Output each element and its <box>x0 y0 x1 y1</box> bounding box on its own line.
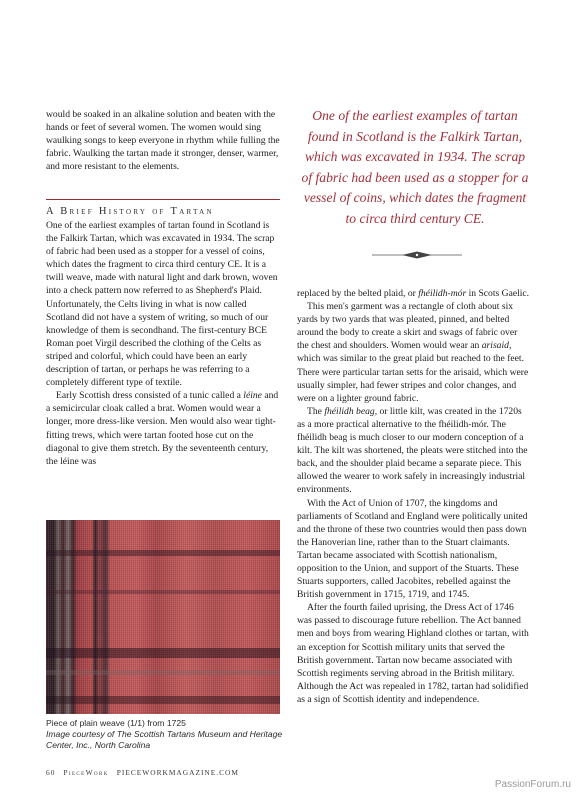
caption-credit: Image courtesy of The Scottish Tartans Museum and Heritage Center, Inc., North Carolina <box>46 729 283 751</box>
pull-quote: One of the earliest examples of tartan found in Scotland is the Falkirk Tartan, which was excavated in 1934. The scrap of fabric had been used as a stopper for a vessel of coins, which dates the fragment to circa third century CE. <box>301 108 529 226</box>
tartan-fabric-photo <box>46 520 280 714</box>
italic-term: léine <box>243 390 262 402</box>
weft-stripe <box>46 648 280 658</box>
text-run: The <box>307 405 325 417</box>
text-run: replaced by the belted plaid, or <box>297 288 419 299</box>
section-divider <box>46 199 280 200</box>
text-run: and a semicircular cloak called a brat. Women would wear a longer, more dress-like version. Men would also wear tight-fitting trews, which were tartan footed hose cut on the diagonal to give them stretch. By the seventeenth century, the léine was <box>46 390 279 467</box>
section-heading <box>46 206 280 217</box>
text-run: , or little kilt, was created in the 1720s as a more practical alternative to the fhéilidh-mór. The fhéilidh beag is much closer to our modern conception of a kilt. The kilt was shortened, the pleats were stitched into the back, and the shoulder plaid became a separate piece. This allowed the wearer to work safely in increasingly industrial environments. <box>297 405 528 496</box>
right-paragraph-4: After the fourth failed uprising, the Dress Act of 1746 was passed to discourage future rebellion. The Act banned men and boys from wearing Highland clothes or tartan, with an exception for Scottish military units that served the British government. Tartan now became associated with Scottish regiments serving abroad in the British military. Although the Act was repealed in 1782, tartan had solidified as a sign of Scottish identity and independence. <box>297 602 529 705</box>
website-link: PIECEWORKMAGAZINE.COM <box>116 768 239 777</box>
text-run: This men's garment was a rectangle of cloth about six yards by two yards that was pleated, pinned, and belted around the body to create a skirt and swags of fabric over the chest and shoulders. Women would wear an <box>297 301 518 352</box>
watermark: PassionForum.ru <box>494 779 571 790</box>
left-paragraph-1: One of the earliest examples of tartan found in Scotland is the Falkirk Tartan, which was excavated in 1934. The scrap of fabric had been used as a stopper for a vessel of coins, which dates the fragment to circa third century CE. It is a twill weave, made with natural light and dark brown, woven into a check pattern now referred to as Shepherd's Plaid. Unfortunately, the Celts living in what is now called Scotland did not have a system of writing, so much of our knowledge of them is secondhand. The first-century BCE Roman poet Virgil described the clothing of the Celts as striped and colorful, which could have been an early description of tartan, or perhaps he was referring to a completely different type of textile. <box>46 220 278 389</box>
page-number: 60 <box>46 768 56 777</box>
weft-stripe <box>46 550 280 556</box>
magazine-name: PieceWork <box>63 768 109 777</box>
caption-text: Piece of plain weave (1/1) from 1725 <box>46 718 186 728</box>
text-run: , which was similar to the great plaid but reached to the feet. There were particular tartan setts for the arisaid, which were usually simpler, had fewer stripes and color changes, and were on a lighter ground fabric. <box>297 340 529 404</box>
italic-term: fhéilidh beag <box>324 405 375 417</box>
right-column-body <box>297 287 531 706</box>
page-footer <box>46 768 247 777</box>
italic-term: fhéilidh-mór <box>418 288 467 299</box>
section-heading-text: A Brief History of Tartan <box>46 206 214 217</box>
left-column-intro <box>46 108 280 173</box>
text-run: Early Scottish dress consisted of a tunic called a <box>56 390 244 402</box>
left-paragraph-2 <box>46 389 280 468</box>
text-run: in Scots Gaelic. <box>466 288 530 299</box>
right-paragraph-1 <box>297 300 531 405</box>
right-continuation <box>297 287 531 300</box>
italic-term: arisaid <box>481 340 509 352</box>
ornament-divider-icon <box>372 250 462 260</box>
weft-stripe <box>46 670 280 675</box>
weft-stripe <box>46 590 280 594</box>
left-column-body <box>46 219 280 468</box>
figure-caption <box>46 718 286 752</box>
intro-paragraph: would be soaked in an alkaline solution and beaten with the hands or feet of several women. The women would sing waulking songs to keep everyone in rhythm while fulling the fabric. Waulking the tartan made it stronger, denser, warmer, and more resistant to the elements. <box>46 109 280 173</box>
right-paragraph-2 <box>297 405 531 497</box>
right-paragraph-3: With the Act of Union of 1707, the kingdoms and parliaments of Scotland and England were politically united and the throne of these two countries would then pass down the Hanoverian line, rather than to the Stuart claimants. Tartan became associated with Scottish nationalism, opposition to the Union, and support of the Stuarts. These Stuarts supporters, called Jacobites, rebelled against the British government in 1715, 1719, and 1745. <box>297 497 528 601</box>
weft-stripe <box>46 696 280 704</box>
